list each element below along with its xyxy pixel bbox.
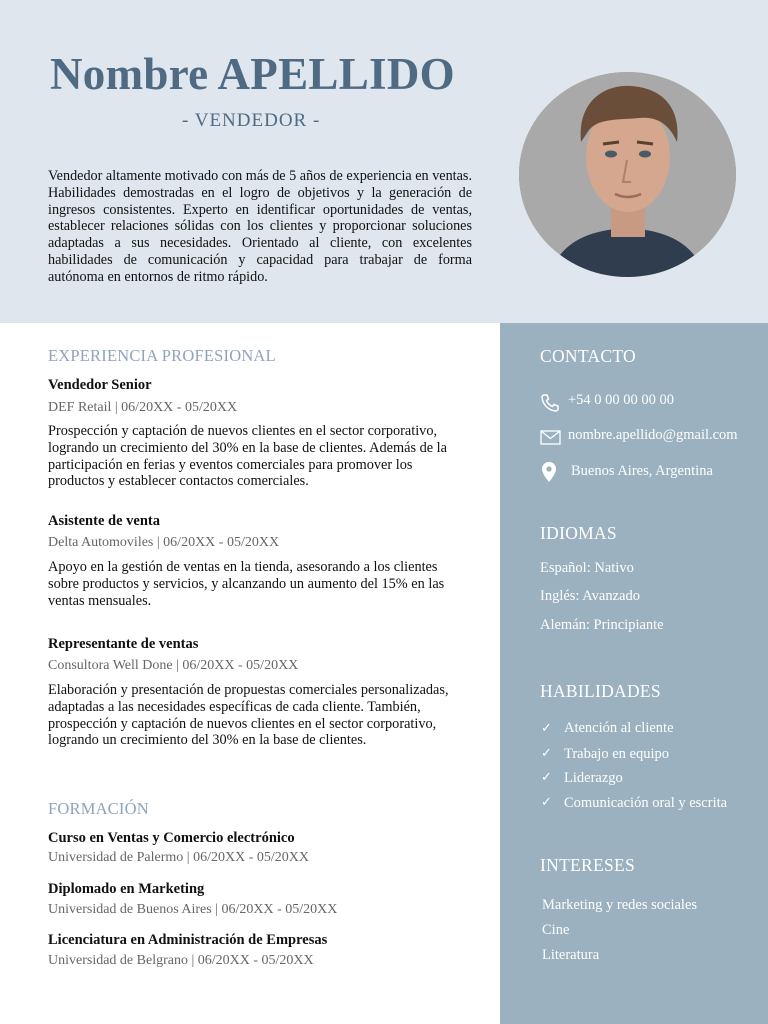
education-meta: Universidad de Belgrano | 06/20XX - 05/20XX	[48, 953, 314, 968]
checkmark-icon: ✓	[541, 794, 552, 809]
skill-item: Trabajo en equipo	[564, 746, 669, 762]
contact-phone[interactable]: +54 0 00 00 00 00	[568, 392, 675, 408]
language-item: Inglés: Avanzado	[540, 588, 640, 604]
job-meta: Delta Automoviles | 06/20XX - 05/20XX	[48, 535, 280, 550]
contact-email[interactable]: nombre.apellido@gmail.com	[568, 427, 738, 443]
job-title: Vendedor Senior	[48, 377, 152, 393]
contact-heading: CONTACTO	[540, 346, 636, 366]
envelope-icon	[540, 430, 561, 445]
skills-heading: HABILIDADES	[540, 681, 661, 701]
education-title: Licenciatura en Administración de Empresas	[48, 932, 328, 948]
job-description: Apoyo en la gestión de ventas en la tienda, asesorando a los clientes sobre productos y servicios, y alcanzando un aumento del 15% en las ventas mensuales.	[48, 559, 445, 609]
portrait-illustration	[519, 72, 736, 277]
language-item: Español: Nativo	[540, 560, 634, 576]
contact-location: Buenos Aires, Argentina	[571, 463, 713, 479]
job-title: Asistente de venta	[48, 513, 160, 529]
experience-heading: EXPERIENCIA PROFESIONAL	[48, 346, 276, 365]
job-description: Prospección y captación de nuevos clientes en el sector corporativo, logrando un crecimiento del 30% en la base de clientes. Además de la participación en ferias y eventos comerciales para promover los productos y establecer contactos comerciales.	[48, 423, 447, 490]
job-role: - VENDEDOR -	[182, 110, 321, 131]
interest-item: Cine	[542, 922, 570, 938]
job-meta: Consultora Well Done | 06/20XX - 05/20XX	[48, 658, 299, 673]
languages-heading: IDIOMAS	[540, 523, 617, 543]
person-name: Nombre APELLIDO	[50, 49, 455, 99]
skill-item: Comunicación oral y escrita	[564, 795, 728, 811]
education-title: Diplomado en Marketing	[48, 881, 205, 897]
checkmark-icon: ✓	[541, 720, 552, 735]
education-meta: Universidad de Buenos Aires | 06/20XX - 05/20XX	[48, 902, 338, 917]
education-heading: FORMACIÓN	[48, 799, 149, 818]
profile-photo	[519, 72, 736, 277]
education-meta: Universidad de Palermo | 06/20XX - 05/20XX	[48, 850, 309, 865]
profile-summary: Vendedor altamente motivado con más de 5 años de experiencia en ventas. Habilidades demostradas en el logro de objetivos y la generación de ingresos consistentes. Experto en identificar oportunidades de ventas, establecer relaciones sólidas con los clientes y proporcionar soluciones adaptadas a sus necesidades. Orientado al cliente, con excelentes habilidades de comunicación y capacidad para trabajar de forma autónoma en entornos de ritmo rápido.	[48, 168, 472, 285]
header-section	[0, 0, 768, 323]
interest-item: Literatura	[542, 947, 600, 963]
checkmark-icon: ✓	[541, 769, 552, 784]
sidebar	[500, 323, 768, 1024]
skill-item: Atención al cliente	[564, 720, 674, 736]
interests-heading: INTERESES	[540, 855, 636, 875]
interest-item: Marketing y redes sociales	[542, 897, 698, 913]
location-pin-icon	[542, 462, 556, 482]
job-title: Representante de ventas	[48, 636, 199, 652]
education-title: Curso en Ventas y Comercio electrónico	[48, 830, 295, 846]
job-meta: DEF Retail | 06/20XX - 05/20XX	[48, 400, 238, 415]
skill-item: Liderazgo	[564, 770, 623, 786]
language-item: Alemán: Principiante	[540, 617, 664, 633]
checkmark-icon: ✓	[541, 745, 552, 760]
job-description: Elaboración y presentación de propuestas comerciales personalizadas, adaptadas a las necesidades específicas de cada cliente. También, prospección y captación de nuevos clientes en el sector corporativo, logrando un crecimiento del 30% en la base de clientes.	[48, 682, 449, 749]
phone-icon	[540, 393, 560, 413]
